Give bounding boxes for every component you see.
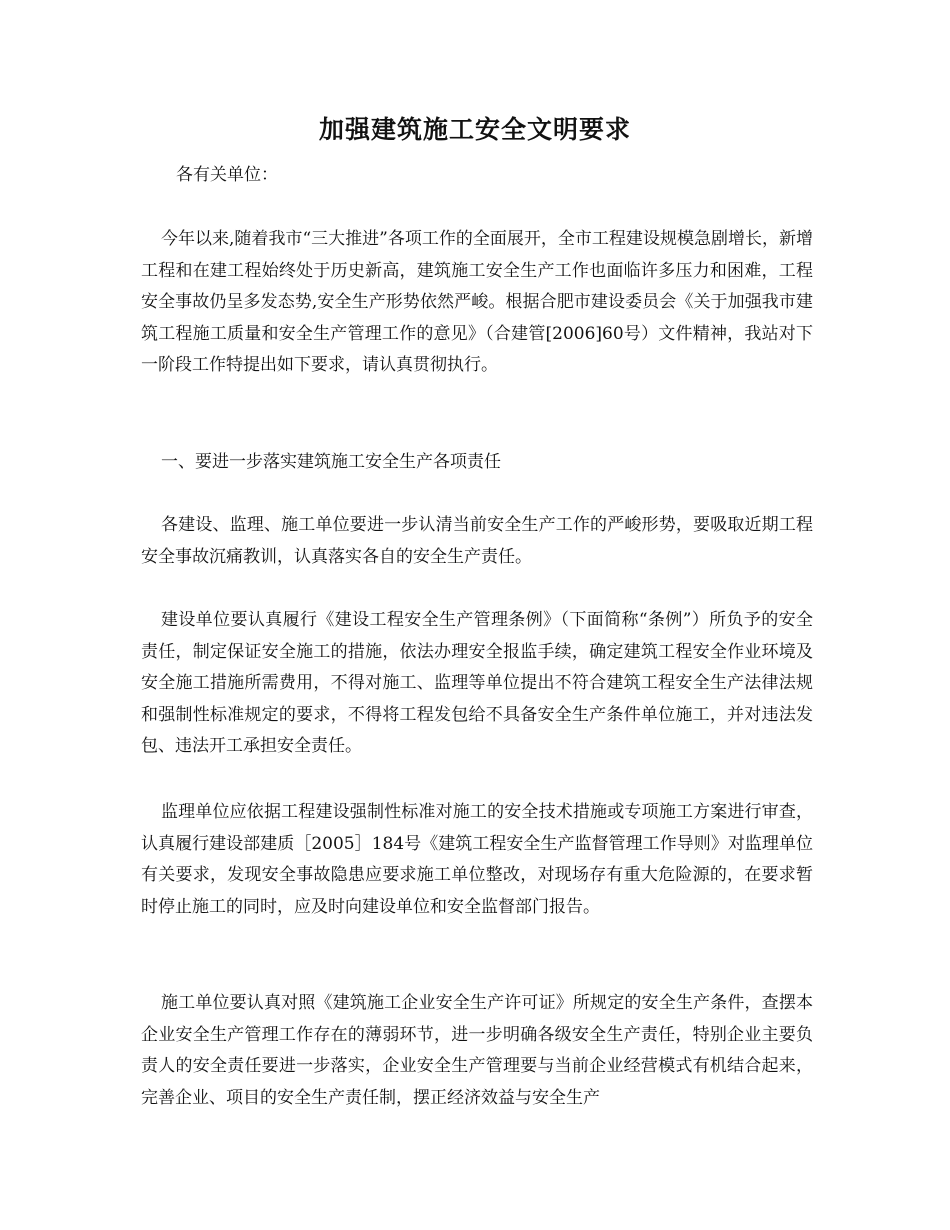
paragraph-supervision-unit: 监理单位应依据工程建设强制性标准对施工的安全技术措施或专项施工方案进行审查，认真履行建设部建质［2005］184号《建筑工程安全生产监督管理工作导则》对监理单位有关要求，发现安全事故隐患应要求施工单位整改，对现场存有重大危险源的，在要求暂时停止施工的同时，应及时向建设单位和安全监督部门报告。 (141, 802, 813, 917)
paragraph-responsibility: 各建设、监理、施工单位要进一步认清当前安全生产工作的严峻形势，要吸取近期工程安全事故沉痛教训，认真落实各自的安全生产责任。 (141, 515, 813, 567)
paragraph-intro: 今年以来,随着我市“三大推进”各项工作的全面展开，全市工程建设规模急剧增长，新增工程和在建工程始终处于历史新高，建筑施工安全生产工作也面临许多压力和困难，工程安全事故仍呈多发态势,安全生产形势依然严峻。根据合肥市建设委员会《关于加强我市建筑工程施工质量和安全生产管理工作的意见》（合建管[2006]60号）文件精神，我站对下一阶段工作特提出如下要求，请认真贯彻执行。 (141, 229, 813, 375)
salutation: 各有关单位： (176, 165, 278, 185)
section-heading-1: 一、要进一步落实建筑施工安全生产各项责任 (161, 452, 501, 472)
paragraph-construction-unit: 建设单位要认真履行《建设工程安全生产管理条例》（下面简称“条例”）所负予的安全责任，制定保证安全施工的措施，依法办理安全报监手续，确定建筑工程安全作业环境及安全施工措施所需费用，不得对施工、监理等单位提出不符合建筑工程安全生产法律法规和强制性标准规定的要求，不得将工程发包给不具备安全生产条件单位施工，并对违法发包、违法开工承担安全责任。 (141, 610, 813, 756)
document-title: 加强建筑施工安全文明要求 (318, 115, 631, 144)
paragraph-contractor-unit: 施工单位要认真对照《建筑施工企业安全生产许可证》所规定的安全生产条件，查摆本企业安全生产管理工作存在的薄弱环节，进一步明确各级安全生产责任，特别企业主要负责人的安全责任要进一步落实，企业安全生产管理要与当前企业经营模式有机结合起来，完善企业、项目的安全生产责任制，摆正经济效益与安全生产 (141, 993, 813, 1108)
